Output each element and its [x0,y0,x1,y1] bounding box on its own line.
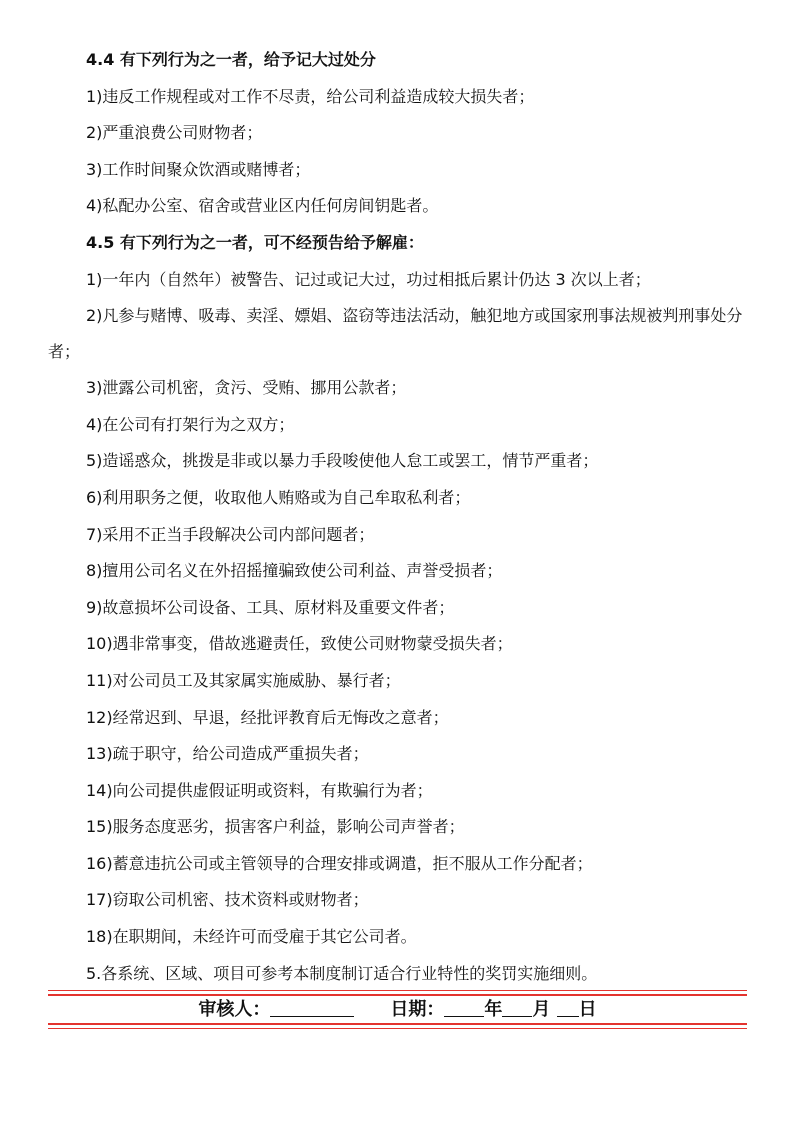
month-label: 月 [532,999,551,1020]
section-4-5-item: 6)利用职务之便，收取他人贿赂或为自己牟取私利者； [86,487,471,507]
section-4-4-item: 2)严重浪费公司财物者； [86,123,263,143]
item-text: 2)凡参与赌博、吸毒、卖淫、嫖娼、盗窃等违法活动，触犯地方或国家刑事法规被判刑事处分者； [48,306,743,362]
section-4-5-item: 16)蓄意违抗公司或主管领导的合理安排或调遣，拒不服从工作分配者； [86,853,593,873]
signature-footer [48,990,747,1030]
section-4-5-item: 1)一年内（自然年）被警告、记过或记大过，功过相抵后累计仍达 3 次以上者； [86,269,651,289]
section-4-5-item: 14)向公司提供虚假证明或资料，有欺骗行为者； [86,780,433,800]
section-5-text: 5.各系统、区域、项目可参考本制度制订适合行业特性的奖罚实施细则。 [86,963,598,983]
section-4-5-item: 13)疏于职守，给公司造成严重损失者； [86,744,369,764]
section-4-5-item: 4)在公司有打架行为之双方； [86,414,295,434]
section-4-5-item: 17)窃取公司机密、技术资料或财物者； [86,890,369,910]
section-4-5-item: 10)遇非常事变，借故逃避责任，致使公司财物蒙受损失者； [86,634,513,654]
section-4-5-heading: 4.5 有下列行为之一者，可不经预告给予解雇： [86,232,424,252]
section-4-5-item: 3)泄露公司机密，贪污、受贿、挪用公款者； [86,378,407,398]
section-4-5-item: 11)对公司员工及其家属实施威胁、暴行者； [86,670,401,690]
year-blank[interactable] [444,996,484,1017]
signature-line [48,996,747,1024]
section-4-5-item: 18)在职期间，未经许可而受雇于其它公司者。 [86,927,417,947]
footer-rule-bottom-thick [48,1023,747,1025]
day-blank[interactable] [557,996,579,1017]
section-4-4-item: 4)私配办公室、宿舍或营业区内任何房间钥匙者。 [86,196,439,216]
section-4-5-item: 7)采用不正当手段解决公司内部问题者； [86,524,375,544]
year-label: 年 [484,999,503,1020]
section-4-5-item: 15)服务态度恶劣，损害客户利益，影响公司声誉者； [86,817,465,837]
reviewer-blank[interactable] [270,996,354,1017]
section-4-4-item: 1)违反工作规程或对工作不尽责，给公司利益造成较大损失者； [86,86,535,106]
month-blank[interactable] [502,996,532,1017]
day-label: 日 [578,999,597,1020]
document-body [48,42,748,992]
section-4-5-item: 8)擅用公司名义在外招摇撞骗致使公司利益、声誉受损者； [86,561,503,581]
reviewer-label: 审核人： [198,999,271,1020]
section-4-5-item [48,298,748,370]
footer-rule-top-thin [48,990,747,991]
section-4-5-item: 5)造谣惑众，挑拨是非或以暴力手段唆使他人怠工或罢工，情节严重者； [86,451,599,471]
section-4-5-item: 9)故意损坏公司设备、工具、原材料及重要文件者； [86,597,455,617]
section-4-4-item: 3)工作时间聚众饮酒或赌博者； [86,159,311,179]
section-4-5-item: 12)经常迟到、早退，经批评教育后无悔改之意者； [86,707,449,727]
footer-rule-bottom-thin [48,1028,747,1029]
date-label: 日期： [390,999,445,1020]
section-4-4-heading: 4.4 有下列行为之一者，给予记大过处分 [86,50,376,69]
